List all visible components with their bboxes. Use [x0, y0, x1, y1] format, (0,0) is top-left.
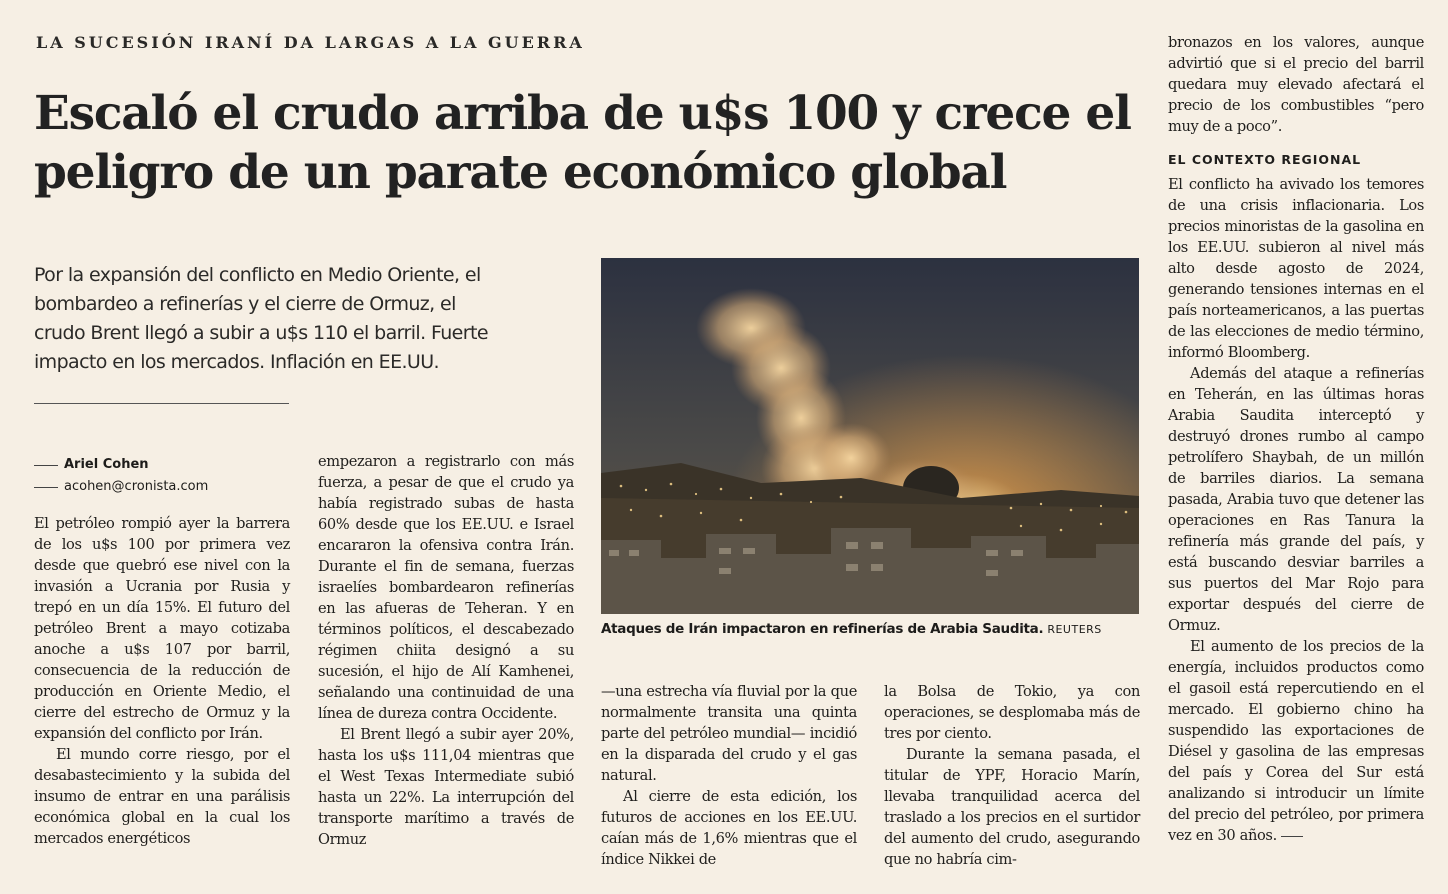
article-kicker: LA SUCESIÓN IRANÍ DA LARGAS A LA GUERRA	[36, 33, 585, 52]
news-photo	[601, 258, 1139, 614]
column-2	[318, 451, 574, 850]
paragraph: El mundo corre riesgo, por el desabastecimiento y la subida del insumo de entrar en una parálisis económica global en la cual los mercados energéticos	[34, 746, 290, 847]
paragraph: El Brent llegó a subir ayer 20%, hasta los u$s 111,04 mientras que el West Texas Intermediate subió hasta un 22%. La interrupción del transporte marítimo a través de Ormuz	[318, 726, 574, 848]
column-1	[34, 513, 290, 849]
paragraph: El petróleo rompió ayer la barrera de los u$s 100 por primera vez desde que quebró ese nivel con la invasión a Ucrania por Rusia y trepó en un día 15%. El futuro del petróleo Brent a mayo cotizaba anoche a u$s 107 por barril, consecuencia de la reducción de producción en Oriente Medio, el cierre del estrecho de Ormuz y la expansión del conflicto por Irán.	[34, 515, 290, 742]
column-5	[1168, 32, 1424, 846]
column-4	[884, 681, 1140, 870]
article-dek: Por la expansión del conflicto en Medio Oriente, el bombardeo a refinerías y el cierre de Ormuz, el crudo Brent llegó a subir a u$s 110 el barril. Fuerte impacto en los mercados. Inflación en EE.UU.	[34, 264, 488, 373]
end-mark	[1281, 836, 1303, 837]
paragraph: bronazos en los valores, aunque advirtió que si el precio del barril quedara muy elevado afectará el precio de los combustibles “pero muy de a poco”.	[1168, 34, 1424, 135]
author-email: acohen@cronista.com	[64, 479, 209, 494]
paragraph-text: El aumento de los precios de la energía, incluidos productos como el gasoil está repercutiendo en el mercado. El gobierno chino ha suspendido las exportaciones de Diésel y gasolina de las empresas del país y Corea del Sur está analizando si introducir un límite del precio del petróleo, por primera vez en 30 años.	[1168, 638, 1424, 844]
paragraph: Además del ataque a refinerías en Teherán, en las últimas horas Arabia Saudita interceptó y destruyó drones rumbo al campo petrolífero Shaybah, de un millón de barriles diarios. La semana pasada, Arabia tuvo que detener las operaciones en Ras Tanura la refinería más grande del país, y está buscando desviar barriles a sus puertos del Mar Rojo para exportar después del cierre de Ormuz.	[1168, 365, 1424, 634]
paragraph: El conflicto ha avivado los temores de una crisis inflacionaria. Los precios minoristas de la gasolina en los EE.UU. subieron al nivel más alto desde agosto de 2024, generando tensiones internas en el país norteamericanos, a las puertas de las elecciones de medio término, informó Bloomberg.	[1168, 176, 1424, 361]
paragraph: —una estrecha vía fluvial por la que normalmente transita una quinta parte del petróleo mundial— incidió en la disparada del crudo y el gas natural.	[601, 683, 857, 784]
paragraph: Al cierre de esta edición, los futuros de acciones en los EE.UU. caían más de 1,6% mientras que el índice Nikkei de	[601, 788, 857, 868]
article-headline	[34, 84, 1144, 202]
paragraph: empezaron a registrarlo con más fuerza, a pesar de que el crudo ya había registrado subas de hasta 60% desde que los EE.UU. e Israel encararon la ofensiva contra Irán. Durante el fin de semana, fuerzas israelíes bombardearon refinerías en las afueras de Teheran. Y en términos políticos, el descabezado régimen chiita designó a su sucesión, el hijo de Alí Kamhenei, señalando una continuidad de una línea de dureza contra Occidente.	[318, 453, 574, 722]
headline-line-1: Escaló el crudo arriba de u$s 100 y crece el	[34, 86, 1131, 141]
section-subhead: EL CONTEXTO REGIONAL	[1168, 152, 1362, 167]
caption-text: Ataques de Irán impactaron en refinerías de Arabia Saudita.	[601, 621, 1044, 637]
photo-credit: REUTERS	[1047, 623, 1102, 636]
photo-caption	[601, 621, 1141, 637]
explosion-cityscape-image	[601, 258, 1139, 614]
paragraph: la Bolsa de Tokio, ya con operaciones, se desplomaba más de tres por ciento.	[884, 683, 1140, 742]
dek-divider	[34, 403, 289, 404]
headline-line-2: peligro de un parate económico global	[34, 145, 1007, 200]
paragraph: Durante la semana pasada, el titular de YPF, Horacio Marín, llevaba tranquilidad acerca del traslado a los precios en el surtidor del aumento del crudo, asegurando que no habría cim-	[884, 746, 1140, 868]
author-name: Ariel Cohen	[64, 457, 149, 472]
paragraph	[1168, 636, 1424, 846]
byline	[34, 454, 208, 498]
column-3	[601, 681, 857, 870]
